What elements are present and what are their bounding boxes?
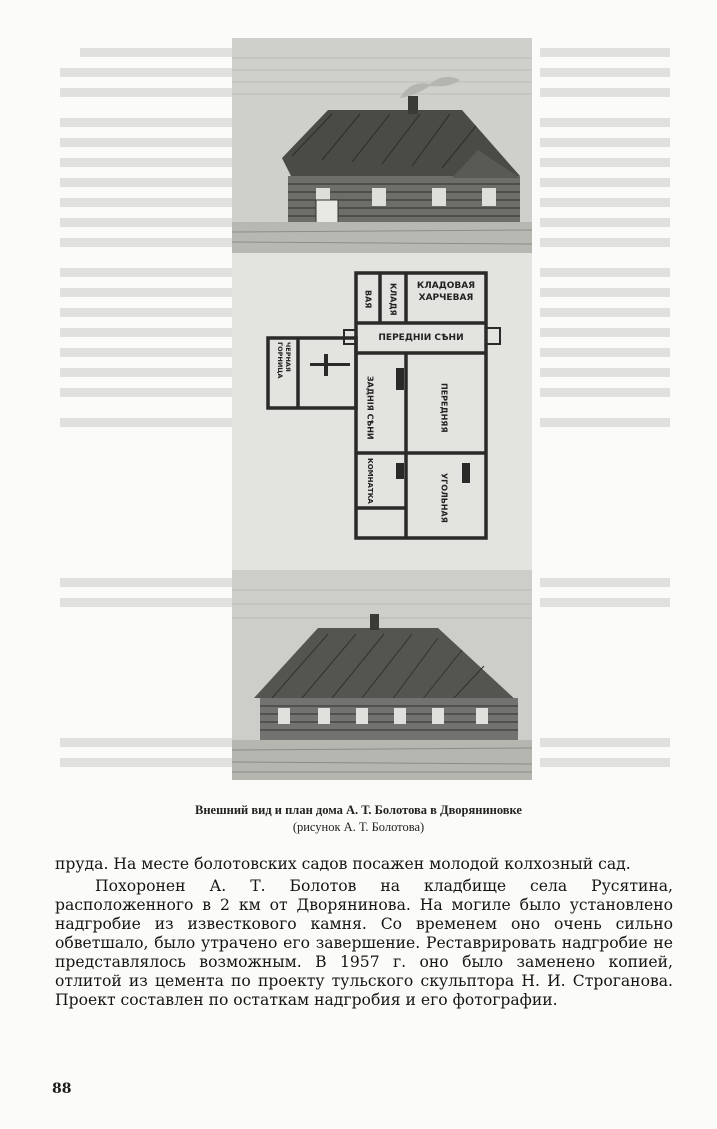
house-exterior-top-image	[232, 38, 532, 253]
room-label-vaya: ВАЯ	[363, 289, 373, 309]
page-number: 88	[52, 1081, 72, 1097]
room-label-pantry: КЛАДОВАЯ ХАРЧЕВАЯ	[416, 281, 476, 303]
room-label-front-room: ПЕРЕДНЯЯ	[439, 383, 449, 433]
caption-line-2: (рисунок А. Т. Болотова)	[292, 820, 425, 834]
room-label-front-hall: ПЕРЕДНІИ СѢНИ	[378, 333, 464, 343]
room-label-small-room: КОМНАТКА	[366, 458, 374, 504]
paragraph-burial: Похоронен А. Т. Болотов на кладбище села Русятина, расположенного в 2 км от Дворянинова. На могиле было установлено надгробие из известкового камня. Со временем оно очень сильно обветшало, было утрачено его завершение. Реставрировать надгробие не представлялось возможным. В 1957 г. оно было заменено копией, отлитой из цемента по проекту тульского скульптора Н. И. Строганова. Проект составлен по остаткам надгробия и его фотографии.	[55, 877, 673, 1009]
room-label-back-hall: ЗАДНІЯ СѢНИ	[365, 376, 375, 440]
house-exterior-bottom-image	[232, 570, 532, 780]
paragraph-continuation: пруда. На месте болотовских садов посажен молодой колхозный сад.	[55, 855, 631, 873]
illustration-plate	[232, 38, 532, 780]
body-text	[55, 855, 673, 1010]
figure-caption	[0, 802, 717, 836]
room-label-black-room: ЧЕРНАЯ ГОРНИЦА	[276, 342, 292, 379]
caption-line-1: Внешний вид и план дома А. Т. Болотова в Дворяниновке	[195, 803, 522, 817]
room-label-corner-room: УГОЛЬНАЯ	[439, 473, 449, 523]
room-label-kladya: КЛАДЯ	[388, 282, 398, 316]
